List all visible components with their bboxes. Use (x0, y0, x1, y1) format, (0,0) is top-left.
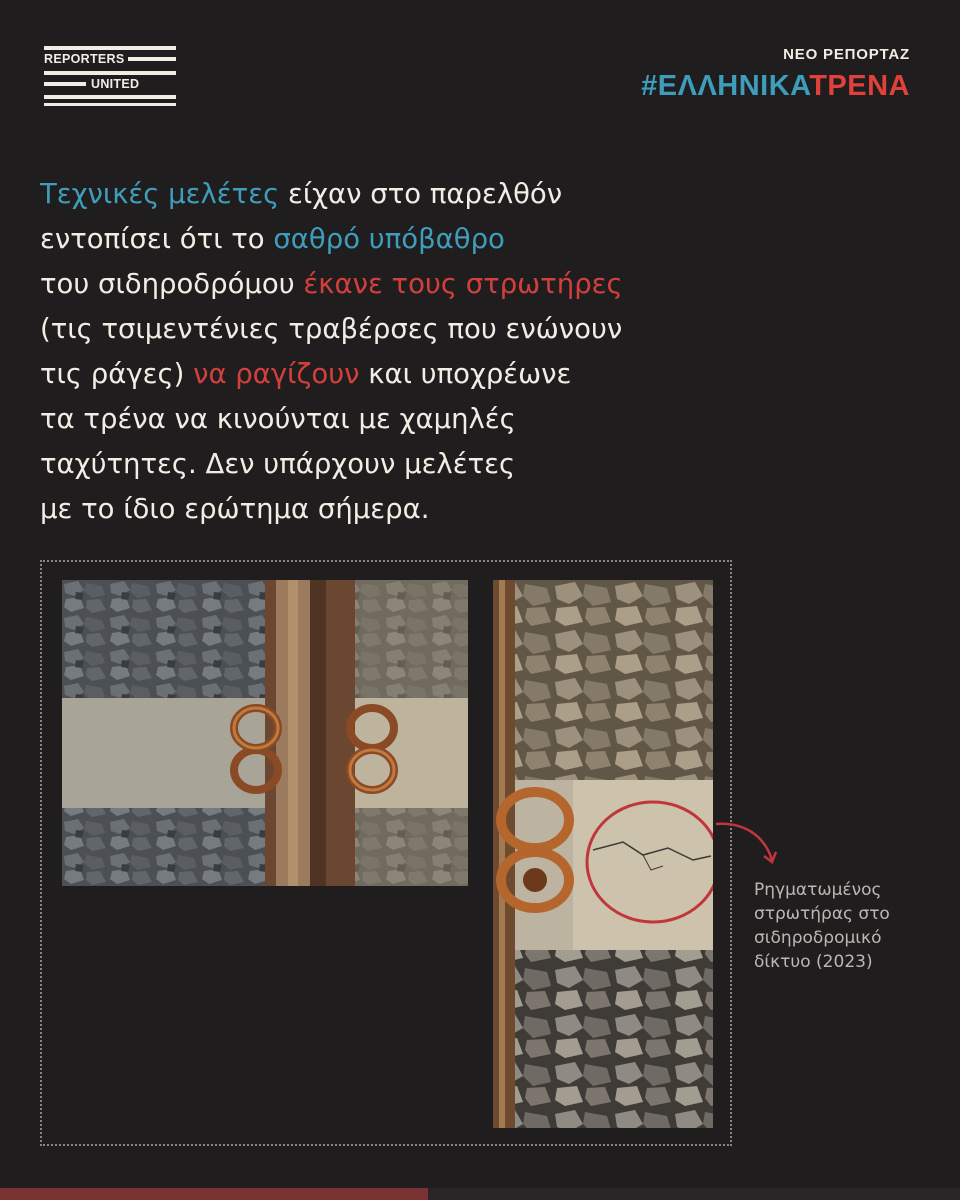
photo-caption (754, 878, 934, 974)
body-line (40, 172, 740, 217)
logo-bar (44, 103, 176, 106)
curved-arrow-icon (712, 818, 782, 874)
logo-line2: UNITED (91, 77, 140, 91)
caption-line: δίκτυο (2023) (754, 952, 873, 972)
body-fragment: και υποχρέωνε (359, 358, 572, 390)
highlight-red: να ραγίζουν (193, 358, 360, 390)
caption-line: στρωτήρας στο (754, 904, 890, 924)
body-fragment: είχαν στο παρελθόν (279, 178, 563, 210)
logo-bar (44, 46, 176, 50)
logo-bar (128, 57, 176, 61)
body-line: με το ίδιο ερώτημα σήμερα. (40, 493, 430, 525)
bottom-bar-accent (0, 1188, 428, 1200)
kicker: ΝΕΟ ΡΕΠΟΡΤΑΖ (783, 46, 910, 63)
body-line: τα τρένα να κινούνται με χαμηλές (40, 403, 516, 435)
body-fragment: εντοπίσει ότι το (40, 223, 274, 255)
logo-bar (44, 71, 176, 75)
body-line (40, 217, 740, 262)
body-line: ταχύτητες. Δεν υπάρχουν μελέτες (40, 448, 516, 480)
body-line (40, 352, 740, 397)
body-fragment: τις ράγες) (40, 358, 194, 390)
body-fragment: του σιδηροδρόμου (40, 268, 304, 300)
caption-line: σιδηροδρομικό (754, 928, 882, 948)
photo-rail-sleeper (62, 580, 468, 886)
highlight-blue: σαθρό υπόβαθρο (273, 223, 505, 255)
body-line (40, 262, 740, 307)
body-text (40, 172, 740, 532)
hashtag-part1: #ΕΛΛΗΝΙΚΑ (641, 70, 810, 102)
logo-bar (44, 82, 86, 86)
caption-line: Ρηγματωμένος (754, 880, 882, 900)
hashtag (641, 70, 910, 103)
highlight-red: έκανε τους στρωτήρες (303, 268, 623, 300)
reporters-united-logo (44, 46, 176, 106)
hashtag-part2: ΤΡΕΝΑ (809, 70, 910, 102)
photo-cracked-sleeper (493, 580, 713, 1128)
logo-bar (44, 95, 176, 99)
body-line: (τις τσιμεντένιες τραβέρσες που ενώνουν (40, 313, 623, 345)
logo-line1: REPORTERS (44, 52, 125, 66)
highlight-blue: Τεχνικές μελέτες (40, 178, 280, 210)
